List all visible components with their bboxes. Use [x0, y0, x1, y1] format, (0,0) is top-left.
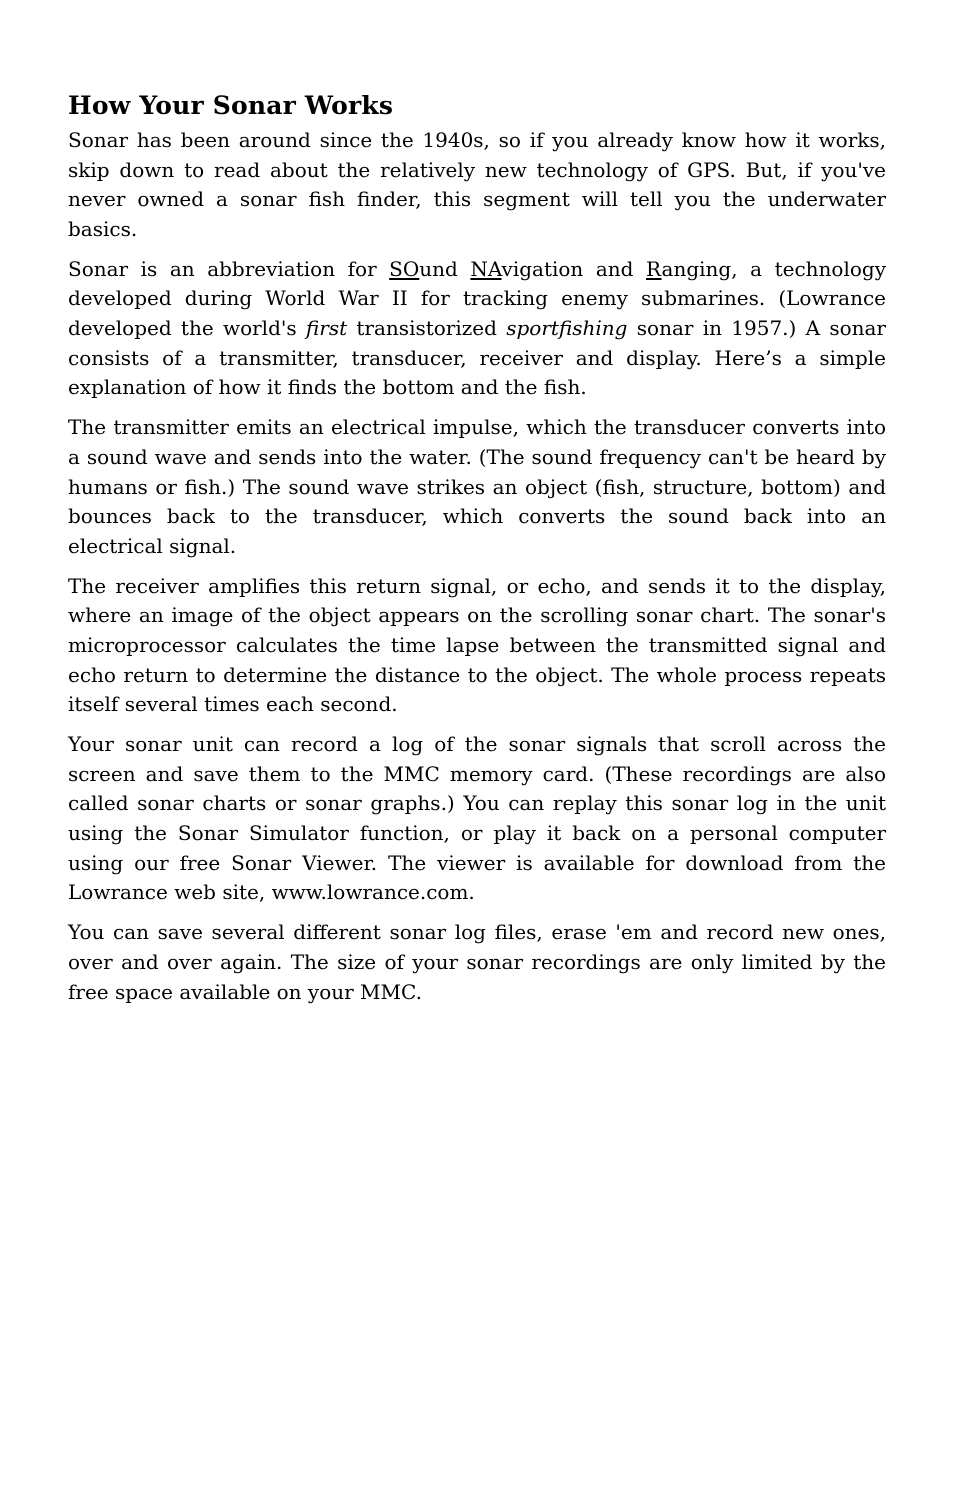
- document-page: [68, 88, 886, 1018]
- text-segment: transistorized: [347, 316, 507, 341]
- paragraph-log-files: You can save several different sonar log files, erase 'em and record new ones, over and over again. The size of your sonar recordings are only limited by the free space available on your MMC.: [68, 920, 886, 1004]
- underlined-letter-r: R: [646, 256, 662, 281]
- text-segment: sonar in 1957.) A sonar consists of a transmitter, transducer, receiver and display. Here’s a simple explanation of how it finds the bottom and the fish.: [68, 316, 886, 400]
- italic-sportfishing: sportfishing: [506, 316, 628, 341]
- paragraph-sonar-log: Your sonar unit can record a log of the sonar signals that scroll across the screen and save them to the MMC memory card. (These recordings are also called sonar charts or sonar graphs.) You can replay this sonar log in the unit using the Sonar Simulator function, or play it back on a personal computer using our free Sonar Viewer. The viewer is available for download from the Lowrance web site, www.lowrance.com.: [68, 732, 886, 905]
- underlined-letters-so: SO: [389, 256, 420, 281]
- paragraph-receiver: The receiver amplifies this return signal, or echo, and sends it to the display, where an image of the object appears on the scrolling sonar chart. The sonar's microprocessor calculates the time lapse between the transmitted signal and echo return to determine the distance to the object. The whole process repeats itself several times each second.: [68, 573, 886, 717]
- underlined-letters-na: NA: [470, 256, 502, 281]
- italic-first: first: [305, 316, 348, 341]
- text-segment: Sonar is an abbreviation for: [68, 256, 390, 281]
- text-segment: anging, a technology developed during World War II for tracking enemy submarines. (Lowrance developed the world's: [68, 256, 886, 341]
- text-segment: und: [419, 256, 471, 281]
- paragraph-transmitter: The transmitter emits an electrical impulse, which the transducer converts into a sound wave and sends into the water. (The sound frequency can't be heard by humans or fish.) The sound wave strikes an object (fish, structure, bottom) and bounces back to the transducer, which converts the sound back into an electrical signal.: [68, 415, 886, 558]
- section-heading: How Your Sonar Works: [68, 91, 394, 120]
- text-segment: vigation and: [501, 256, 646, 281]
- paragraph-intro: Sonar has been around since the 1940s, so if you already know how it works, skip down to read about the relatively new technology of GPS. But, if you've never owned a sonar fish finder, this segment will tell you the underwater basics.: [68, 128, 886, 241]
- paragraph-abbreviation: [68, 255, 886, 403]
